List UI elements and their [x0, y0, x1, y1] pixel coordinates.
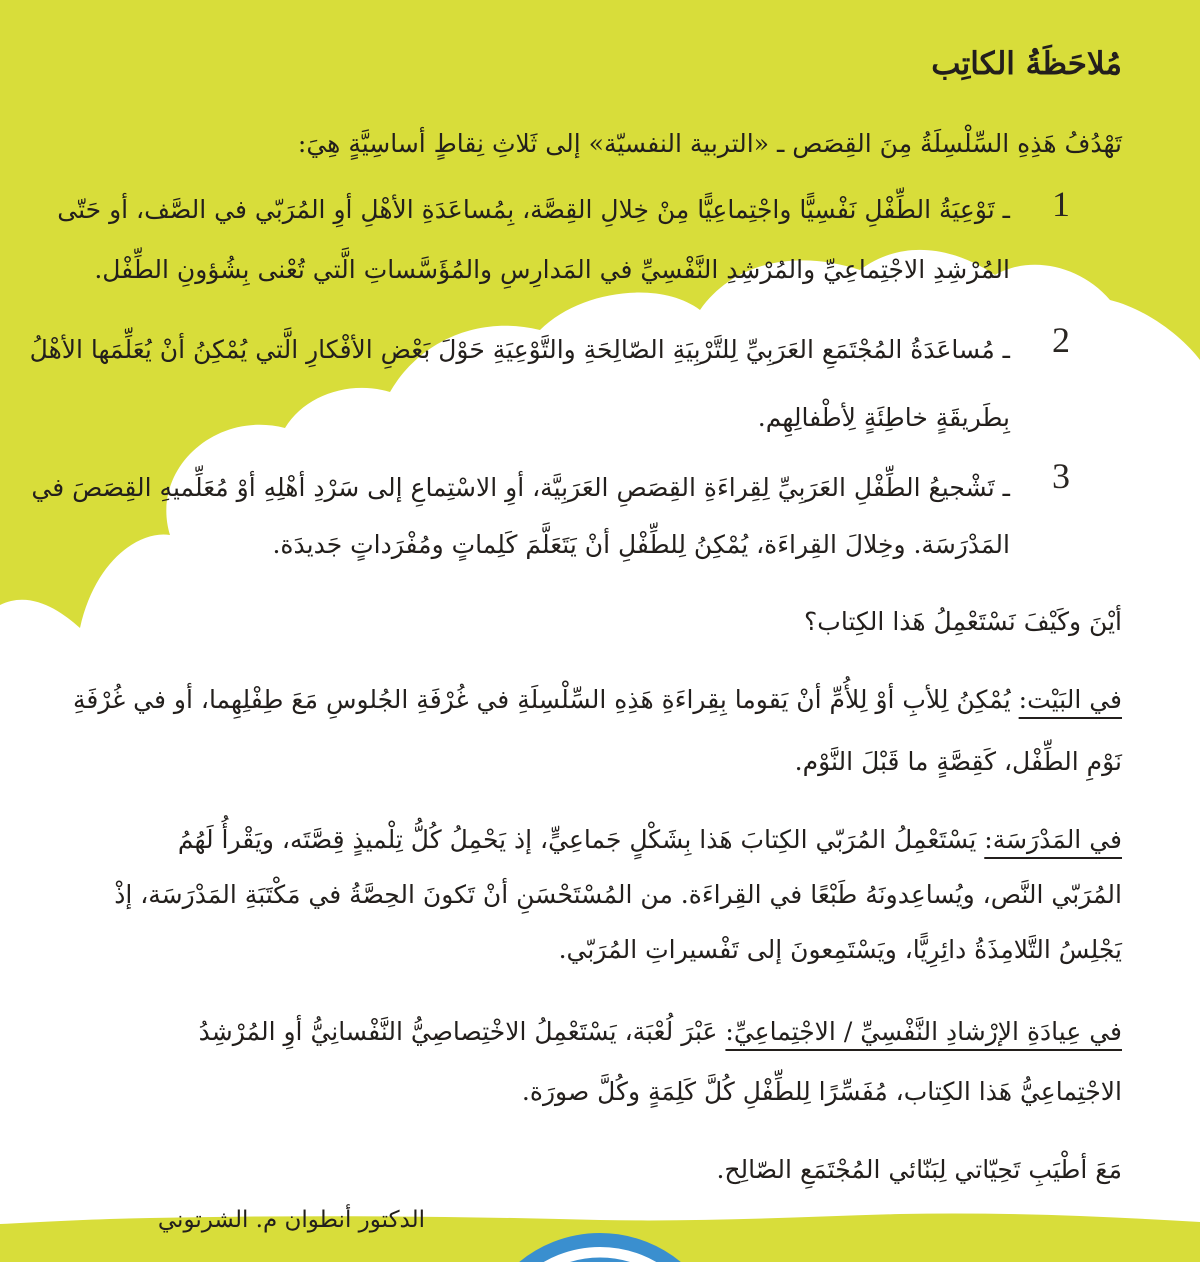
section-school-line — [178, 820, 1122, 860]
intro-text: تَهْدُفُ هَذِهِ السِّلْسِلَةُ مِنَ القِصَص ـ «التربية النفسيّة» إلى ثَلاثِ نِقاطٍ أساسِيَّةٍ هِيَ: — [297, 129, 1122, 158]
usage-question: أيْنَ وكَيْفَ نَسْتَعْمِلُ هَذا الكِتاب؟ — [804, 607, 1122, 636]
point-number: 3 — [1052, 456, 1070, 496]
page-title: مُلاحَظَةُ الكاتِب — [931, 46, 1122, 82]
section-text-line: الاجْتِماعِيُّ هَذا الكِتاب، مُفَسِّرًا لِلطِّفْلِ كُلَّ كَلِمَةٍ وكُلَّ صورَة. — [521, 1077, 1122, 1106]
section-text-line: نَوْمِ الطِّفْل، كَقِصَّةٍ ما قَبْلَ النَّوْم. — [794, 747, 1122, 776]
section-heading: في عِيادَةِ الإرْشادِ النَّفْسِيِّ / الاجْتِماعِيِّ: — [725, 1017, 1122, 1046]
section-text-line: يَجْلِسُ التَّلامِذَةُ دائِرِيًّا، ويَسْتَمِعونَ إلى تَفْسيراتِ المُرَبّي. — [558, 935, 1122, 964]
section-text: يَسْتَعْمِلُ المُرَبّي الكِتابَ هَذا بِشَكْلٍ جَماعِيٍّ، إذ يَحْمِلُ كُلُّ تِلْميذٍ قِصَّتَه، ويَقْرأُ لَهُمُ — [177, 825, 977, 854]
point-text-line: المَدْرَسَة. وخِلالَ القِراءَة، يُمْكِنُ لِلطِّفْلِ أنْ يَتَعَلَّمَ كَلِماتٍ ومُفْرَداتٍ جَديدَة. — [272, 530, 1010, 559]
section-text: عَبْرَ لُعْبَة، يَسْتَعْمِلُ الاخْتِصاصِيُّ النَّفْسانِيُّ أوِ المُرْشِدُ — [198, 1017, 718, 1046]
section-heading: في البَيْت: — [1018, 685, 1122, 714]
point-text-line: ـ تَشْجيعُ الطِّفْلِ العَرَبِيِّ لِقِراءَةِ القِصَصِ العَرَبِيَّة، أوِ الاسْتِماعِ إلى سَرْدِ أهْلِهِ أوْ مُعَلِّميهِ القِصَصَ في — [31, 473, 1010, 502]
section-text-line: المُرَبّي النَّص، ويُساعِدونَهُ طَبْعًا في القِراءَة. من المُسْتَحْسَنِ أنْ تَكونَ الحِصَّةُ في مَكْتَبَةِ المَدْرَسَة، إذْ — [114, 880, 1122, 909]
author-signature: الدكتور أنطوان م. الشرتوني — [157, 1207, 425, 1233]
point-text-line: بِطَريقَةٍ خاطِئَةٍ لِأطْفالِهِم. — [757, 403, 1010, 432]
section-text: يُمْكِنُ لِلأبِ أوْ لِلأُمِّ أنْ يَقوما بِقِراءَةِ هَذِهِ السِّلْسِلَةِ في غُرْفَةِ الجُلوسِ مَعَ طِفْلِهِما، أو في غُرْفَةِ — [73, 685, 1011, 714]
point-number: 1 — [1052, 184, 1070, 224]
section-heading: في المَدْرَسَة: — [984, 825, 1122, 854]
point-text-line: المُرْشِدِ الاجْتِماعِيِّ والمُرْشِدِ النَّفْسِيِّ في المَدارِسِ والمُؤَسَّساتِ الَّتي تُعْنى بِشُؤونِ الطِّفْل. — [94, 255, 1010, 284]
closing-line: مَعَ أطْيَبِ تَحِيّاتي لِبَنّائي المُجْتَمَعِ الصّالِح. — [716, 1155, 1122, 1184]
point-text-line: ـ تَوْعِيَةُ الطِّفْلِ نَفْسِيًّا واجْتِماعِيًّا مِنْ خِلالِ القِصَّة، بِمُساعَدَةِ الأهْلِ أوِ المُرَبّي في الصَّف، أو حَتّى — [57, 195, 1010, 224]
point-text-line: ـ مُساعَدَةُ المُجْتَمَعِ العَرَبِيِّ لِلتَّرْبِيَةِ الصّالِحَةِ والتَّوْعِيَةِ حَوْلَ بَعْضِ الأفْكارِ الَّتي يُمْكِنُ أنْ يُعَلِّمَها الأهْلُ — [29, 335, 1010, 364]
section-home-line — [73, 680, 1122, 720]
section-clinic-line — [199, 1012, 1122, 1052]
point-number: 2 — [1052, 320, 1070, 360]
